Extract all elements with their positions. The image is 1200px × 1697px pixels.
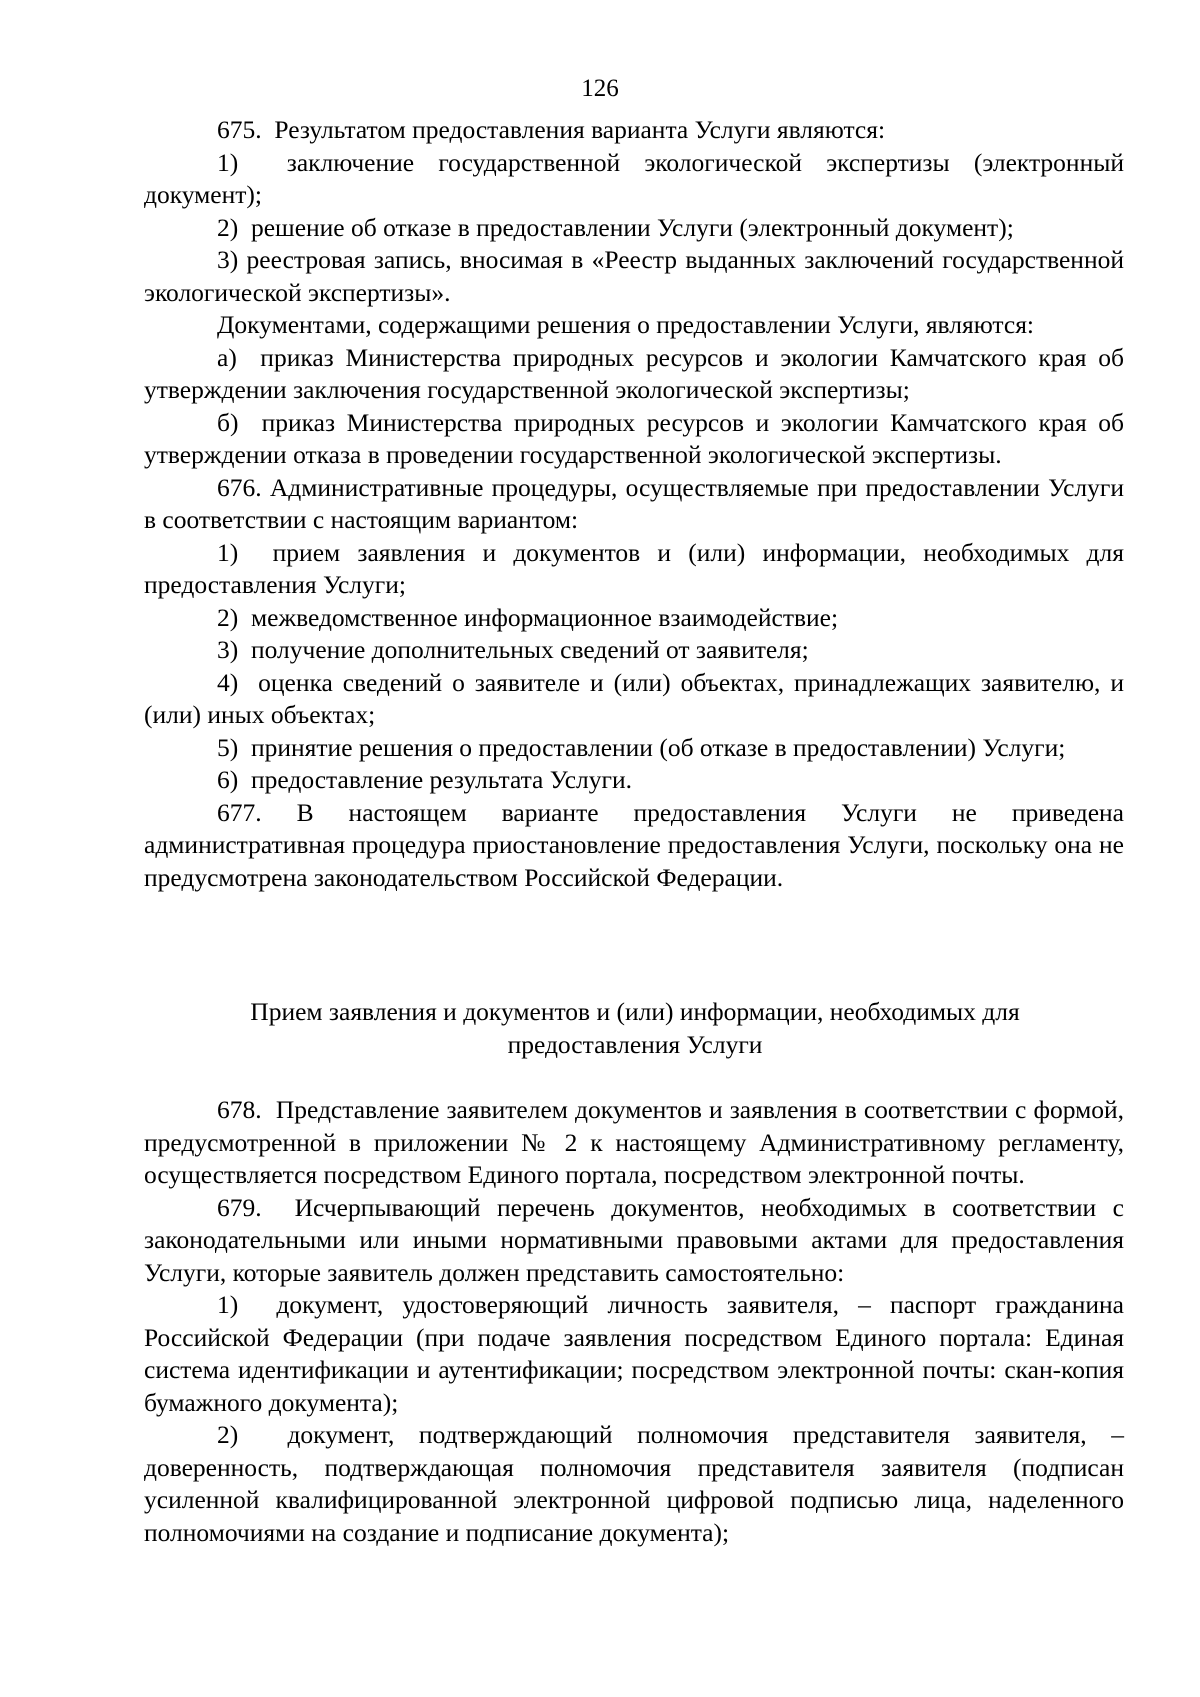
paragraph: Документами, содержащими решения о предоставлении Услуги, являются: [217,310,1035,339]
page-number: 126 [581,75,619,102]
list-item: 2) межведомственное информационное взаимодействие; [217,602,839,632]
paragraph-679: 679. Исчерпывающий перечень документов, необходимых в соответствии с законодательными или иными нормативными правовыми актами для предоставления Услуги, которые заявитель должен представить самостоятельно: [144,1192,1124,1287]
body-text-upper [144,114,1124,894]
list-item: 2) решение об отказе в предоставлении Услуги (электронный документ); [217,212,1014,242]
list-item: 3) получение дополнительных сведений от заявителя; [217,635,809,664]
list-item: а) приказ Министерства природных ресурсов и экологии Камчатского края об утверждении заключения государственной экологической экспертизы; [144,342,1124,404]
section-heading: Прием заявления и документов и (или) информации, необходимых для предоставления Услуги [250,997,1020,1059]
paragraph-675: 675. Результатом предоставления варианта Услуги являются: [217,115,886,144]
list-item: 1) прием заявления и документов и (или) информации, необходимых для предоставления Услуги; [144,537,1124,599]
paragraph-677: 677. В настоящем варианте предоставления Услуги не приведена административная процедура приостановление предоставления Услуги, поскольку она не предусмотрена законодательством Российской Федерации. [144,797,1124,892]
paragraph-678: 678. Представление заявителем документов и заявления в соответствии с формой, предусмотренной в приложении № 2 к настоящему Административному регламенту, осуществляется посредством Единого портала, посредством электронной почты. [144,1095,1124,1189]
list-item: б) приказ Министерства природных ресурсов и экологии Камчатского края об утверждении отказа в проведении государственной экологической экспертизы. [144,407,1124,469]
body-text-lower [144,1094,1124,1549]
list-item: 5) принятие решения о предоставлении (об отказе в предоставлении) Услуги; [217,732,1066,762]
list-item: 3) реестровая запись, вносимая в «Реестр выданных заключений государственной экологической экспертизы». [144,245,1124,307]
list-item: 4) оценка сведений о заявителе и (или) объектах, принадлежащих заявителю, и (или) иных объектах; [144,667,1124,729]
list-item: 6) предоставление результата Услуги. [217,765,633,794]
list-item: 2) документ, подтверждающий полномочия представителя заявителя, – доверенность, подтверждающая полномочия представителя заявителя (подписан усиленной квалифицированной электронной цифровой подписью лица, наделенного полномочиями на создание и подписание документа); [144,1420,1124,1547]
paragraph-676: 676. Административные процедуры, осуществляемые при предоставлении Услуги в соответствии с настоящим вариантом: [144,472,1124,534]
list-item: 1) заключение государственной экологической экспертизы (электронный документ); [144,147,1124,209]
list-item: 1) документ, удостоверяющий личность заявителя, – паспорт гражданина Российской Федерации (при подаче заявления посредством Единого портала: Единая система идентификации и аутентификации; посредством электронной почты: скан-копия бумажного документа); [144,1290,1124,1417]
